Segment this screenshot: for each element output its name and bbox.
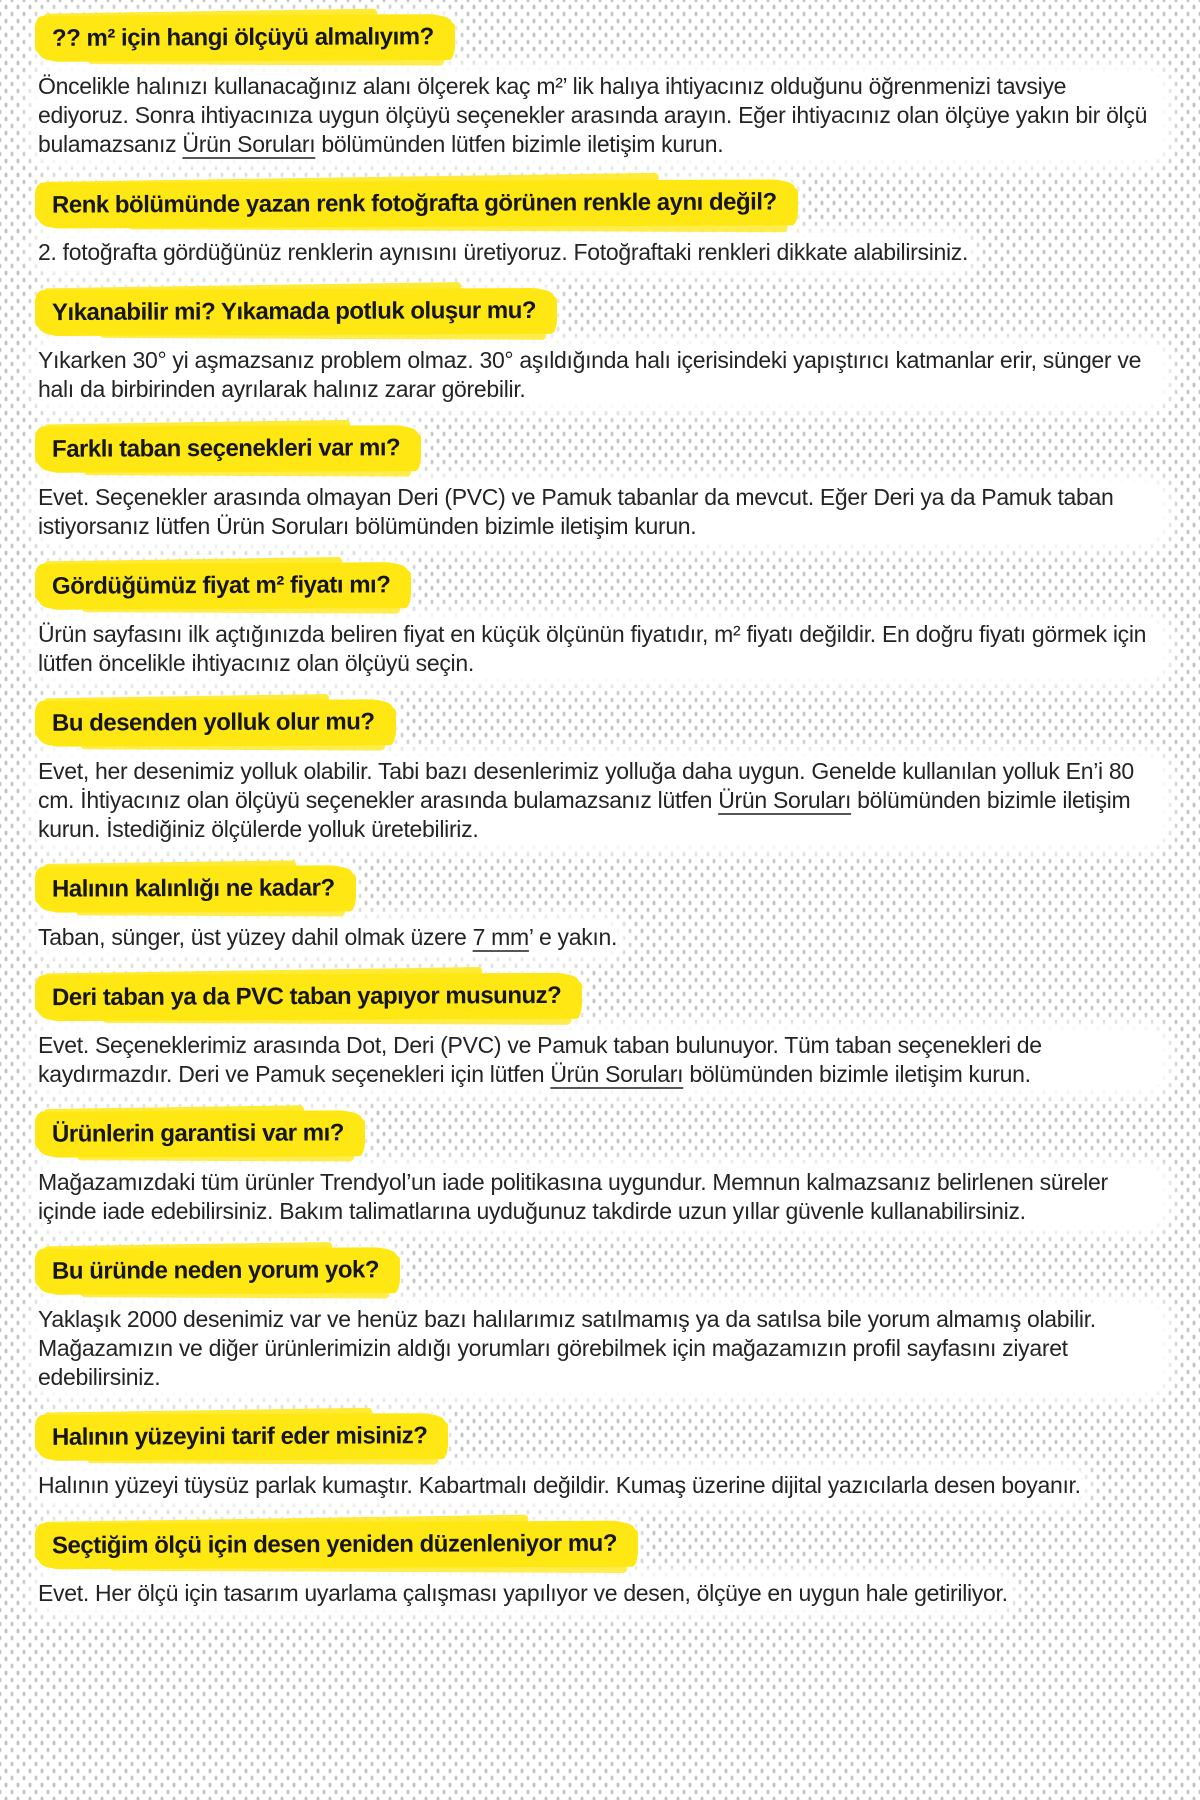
answer-text: Yıkarken 30° yi aşmazsanız problem olmaz. 30° aşıldığında halı içerisindeki yapıştırıcı katmanlar erir, sünger ve halı da birbirinden ayrılarak halınız zarar görebilir. xyxy=(38,347,1142,402)
faq-item xyxy=(38,867,1162,952)
faq-question-highlight: Bu desenden yolluk olur mu? xyxy=(38,700,393,746)
question-row xyxy=(38,1523,635,1567)
question-row xyxy=(38,182,795,226)
answer-text: Evet. Her ölçü için tasarım uyarlama çalışması yapılıyor ve desen, ölçüye en uygun hale getiriliyor. xyxy=(38,1580,1008,1606)
faq-answer xyxy=(38,620,1162,678)
answer-text: ’ e yakın. xyxy=(528,924,618,950)
faq-question-highlight: Bu üründe neden yorum yok? xyxy=(38,1248,397,1294)
answer-text: Yaklaşık 2000 desenimiz var ve henüz bazı halılarımız satılmamış ya da satılsa bile yorum almamış olabilir. Mağazamızın ve diğer ürünlerimizin aldığı yorumları görebilmek için mağazamızın profil sayfasını ziyaret edebilirsiniz. xyxy=(38,1306,1096,1390)
question-row xyxy=(38,1249,397,1293)
faq-question-highlight: Seçtiğim ölçü için desen yeniden düzenleniyor mu? xyxy=(38,1522,635,1569)
faq-answer xyxy=(38,346,1162,404)
question-row xyxy=(38,290,554,334)
underlined-phrase: 7 mm xyxy=(472,924,529,950)
answer-text: bölümünden lütfen bizimle iletişim kurun. xyxy=(315,131,724,157)
answer-text: 2. fotoğrafta gördüğünüz renklerin aynısını üretiyoruz. Fotoğraftaki renkleri dikkate alabilirsiniz. xyxy=(38,239,969,265)
answer-text: Taban, sünger, üst yüzey dahil olmak üzere xyxy=(38,924,473,950)
answer-text: Mağazamızdaki tüm ürünler Trendyol’un iade politikasına uygundur. Memnun kalmazsanız belirlenen süreler içinde iade edebilirsiniz. Bakım talimatlarına uyduğunuz takdirde uzun yıllar güvenle kullanabilirsiniz. xyxy=(38,1169,1108,1224)
faq-answer xyxy=(38,72,1162,159)
question-row xyxy=(38,867,353,911)
answer-text: bölümünden bizimle iletişim kurun. İstediğiniz ölçülerde yolluk üretebiliriz. xyxy=(38,787,1131,842)
faq-list xyxy=(38,16,1162,1608)
faq-answer xyxy=(38,923,617,952)
faq-question-highlight: Farklı taban seçenekleri var mı? xyxy=(38,426,418,472)
answer-text: bölümünden bizimle iletişim kurun. xyxy=(683,1061,1031,1087)
underlined-phrase: Ürün Soruları xyxy=(550,1061,684,1087)
faq-question-highlight: Halının yüzeyini tarif eder misiniz? xyxy=(38,1414,446,1460)
faq-answer xyxy=(38,238,968,267)
faq-question-highlight: Renk bölümünde yazan renk fotoğrafta görünen renkle aynı değil? xyxy=(38,180,795,227)
faq-question-highlight: Gördüğümüz fiyat m² fiyatı mı? xyxy=(38,563,409,609)
answer-text: Ürün sayfasını ilk açtığınızda beliren fiyat en küçük ölçünün fiyatıdır, m² fiyatı değildir. En doğru fiyatı görmek için lütfen öncelikle ihtiyacınız olan ölçüyü seçin. xyxy=(38,621,1147,676)
faq-item xyxy=(38,975,1162,1089)
faq-answer xyxy=(38,1579,1008,1608)
faq-item xyxy=(38,1523,1162,1608)
question-row xyxy=(38,16,452,60)
faq-answer xyxy=(38,1168,1162,1226)
faq-answer xyxy=(38,483,1162,541)
question-row xyxy=(38,975,579,1019)
faq-item xyxy=(38,182,1162,267)
faq-item xyxy=(38,16,1162,159)
answer-text: Evet. Seçenekler arasında olmayan Deri (PVC) ve Pamuk tabanlar da mevcut. Eğer Deri ya da Pamuk taban istiyorsanız lütfen Ürün Soruları bölümünden bizimle iletişim kurun. xyxy=(38,484,1114,539)
faq-question-highlight: Deri taban ya da PVC taban yapıyor musunuz? xyxy=(38,974,579,1020)
faq-answer xyxy=(38,1305,1162,1392)
question-row xyxy=(38,1415,445,1459)
answer-text: Evet, her desenimiz yolluk olabilir. Tabi bazı desenlerimiz yolluğa daha uygun. Genelde kullanılan yolluk En’i 80 cm. İhtiyacınız olan ölçüyü seçenekler arasında bulamazsanız lütfen xyxy=(38,758,1134,813)
faq-item xyxy=(38,1415,1162,1500)
faq-answer xyxy=(38,1031,1162,1089)
faq-answer xyxy=(38,757,1162,844)
faq-item xyxy=(38,1112,1162,1226)
faq-item xyxy=(38,1249,1162,1392)
answer-text: Halının yüzeyi tüysüz parlak kumaştır. Kabartmalı değildir. Kumaş üzerine dijital yazıcılarla desen boyanır. xyxy=(38,1472,1081,1498)
faq-answer xyxy=(38,1471,1081,1500)
faq-item xyxy=(38,564,1162,678)
question-row xyxy=(38,427,418,471)
faq-question-highlight: Ürünlerin garantisi var mı? xyxy=(38,1111,362,1156)
question-row xyxy=(38,701,393,745)
faq-question-highlight: Halının kalınlığı ne kadar? xyxy=(38,866,353,911)
faq-item xyxy=(38,290,1162,404)
faq-question-highlight: Yıkanabilir mi? Yıkamada potluk oluşur mu? xyxy=(38,289,554,335)
question-row xyxy=(38,1112,362,1156)
faq-item xyxy=(38,701,1162,844)
underlined-phrase: Ürün Soruları xyxy=(718,787,852,813)
question-row xyxy=(38,564,408,608)
answer-text: Evet. Seçeneklerimiz arasında Dot, Deri (PVC) ve Pamuk taban bulunuyor. Tüm taban seçenekleri de kaydırmazdır. Deri ve Pamuk seçenekleri için lütfen xyxy=(38,1032,1042,1087)
underlined-phrase: Ürün Soruları xyxy=(182,131,316,157)
answer-text: Öncelikle halınızı kullanacağınız alanı ölçerek kaç m²’ lik halıya ihtiyacınız olduğunu öğrenmenizi tavsiye ediyoruz. Sonra ihtiyacınıza uygun ölçüyü seçenekler arasında arayın. Eğer ihtiyacınız olan ölçüye yakın bir ölçü bulamazsanız xyxy=(38,73,1148,157)
faq-question-highlight: ?? m² için hangi ölçüyü almalıyım? xyxy=(38,15,452,61)
faq-item xyxy=(38,427,1162,541)
